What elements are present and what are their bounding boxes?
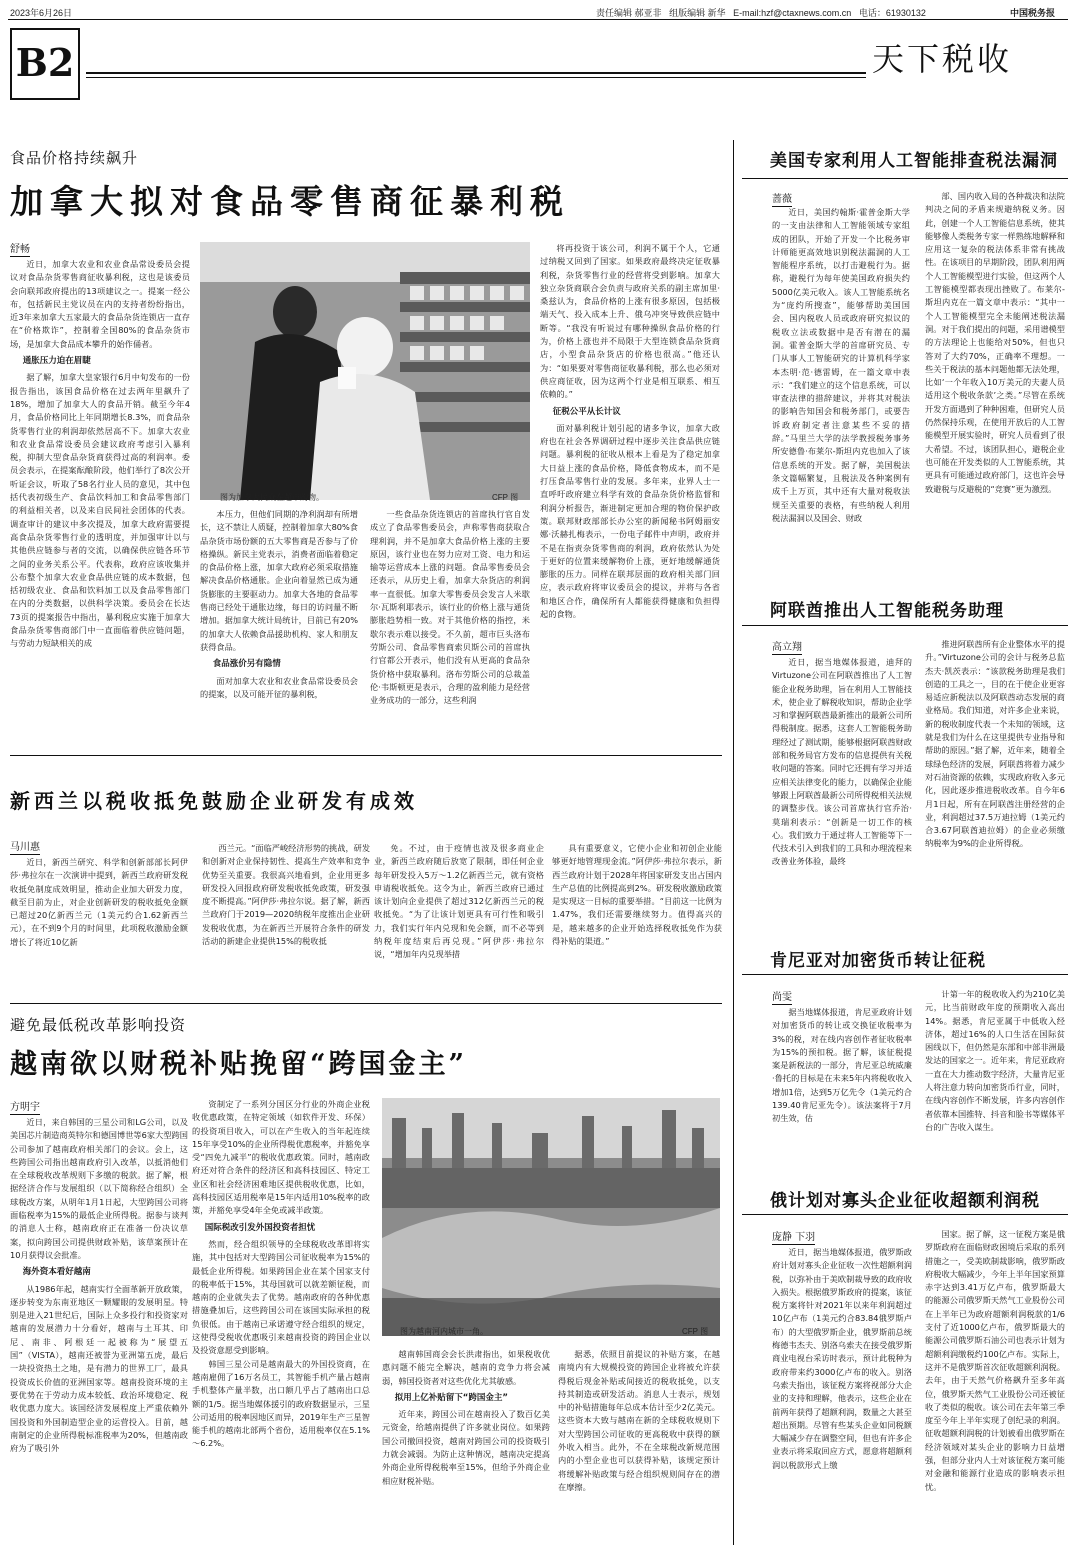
article1-title: 加拿大拟对食品零售商征暴利税 xyxy=(10,182,570,221)
divider-2 xyxy=(10,1003,722,1004)
side2-col1: 近日，据当地媒体报道，迪拜的Virtuzone公司在阿联酋推出了人工智能企业税务助理，旨在利用人工智能技术，使企业了解税收知识，帮助企业学习和掌握阿联酋最新推出的最新公司所得税制度。据悉，这套人工智能税务助理经过了测试期，能够根据阿联酋财政部和税务局官方发布的信息提供有关税收问题的答案。同时它还拥有学习并适应相关法律变化的能力，以确保企业能够跟上阿联酋最新公司所得税相关法规的调整步伐。该公司首席执行官乔治·莫瑞利表示：“创新是一切工作的核心。我们致力于通过将人工智能等下一代技术引入到我们的工具和办理流程来改善业务体验，最终 xyxy=(772,657,912,867)
article2-col3: 免。不过，由于疫情也波及很多商业企业，新西兰政府随后放宽了限制，即任何企业每年研发投入5万～1.2亿新西兰元，就有资格申请税收抵免。这令为止，新西兰政府已通过该计划向企业提供了超过312亿新西兰元的税收抵免。“为了让该计划更具有可行性和吸引力，我们实行年内兑现和免会额，而不必等到纳税年度结束后再兑现。”阿伊莎·弗拉尔说，“增加年内兑现举措 xyxy=(374,843,544,960)
city-image xyxy=(382,1098,720,1336)
side2-title: 阿联酋推出人工智能税务助理 xyxy=(770,601,1004,621)
side3-col1: 据当地媒体报道，肯尼亚政府计划对加密货币的转让或交换征收税率为3%的税，对在线内容创作者征收税率为15%的预扣税。据了解，该征税提案是新税法的一部分，肯尼亚总统威廉·鲁托的目标是在未来5年内将税收收入增加1倍，达到5万亿先令（1美元约合139.40肯尼亚先令）。该法案将于7月初生效，估 xyxy=(772,1007,912,1124)
side1-rule xyxy=(742,178,1068,179)
issue-date: 2023年6月26日 xyxy=(10,8,73,18)
article3-title: 越南欲以财税补贴挽留“跨国金主” xyxy=(10,1049,468,1080)
paper-name: 中国税务报 xyxy=(1010,8,1056,18)
editor-info: 责任编辑 郝亚非 组版编辑 新华 E-mail:hzf@ctaxnews.com.cn 电话：61930132 xyxy=(596,8,926,18)
article2-col1: 近日，新西兰研究、科学和创新部部长阿伊莎·弗拉尔在一次演讲中提到，新西兰政府研发税收抵免制度成效明显，推动企业加大研发力度，截至目前为止，对企业创新研发的税收抵免金额已超过20亿新西兰元（1美元约合1.62新西兰元），在不到9个月的时间里，此项税收激励金额增长了将近10亿新 xyxy=(10,857,188,947)
article3-kicker: 避免最低税改革影响投资 xyxy=(10,1016,187,1034)
article3-col2: 资制定了一系列分国区分行业的外商企业税收优惠政策，在特定领域（如软件开发、环保）的投资项目收入，可以在产生收入的当年起连续15年享受10%的企业所得税优惠税率，并豁免享受“四免九减半”的税收优惠政策。同时，越南政府还对符合条件的经济区和高科技园区、特定工业区和社会经济困难地区提供税收优惠，比如，高科技园区适用税率是15年内适用10%税率的政策，并豁免享受4年全免或减半政策。 国际税改引发外国投资者担忧 然而，经合组织领导的全球税收改革即将实施，其中包括对大型跨国公司征收税率为15%的最低企业所得税。如果跨国企业在某个国家支付的税率低于15%，其母国就可以就差额征税，而越南的企业就失去了优势。越南政府的各种优惠措施叠加后，这些跨国公司在该国实际承担的税负很低。由于越南已承诺遵守经合组织的规定，这使得受税收优惠吸引来越南投资的跨国企业以及投资意愿受到影响。 韩国三星公司是越南最大的外国投资商，在越南雇佣了16万名员工，其智能手机产量占越南手机整体产量半数，出口额几乎占了越南出口总额的1/5。据当地媒体援引的政府数据显示，三星公司适用的税率因地区而异，2019年生产三星智能手机的越南北部两个省份，适用税率仅在5.1%～6.2%。 xyxy=(192,1099,370,1449)
divider-1 xyxy=(10,755,722,756)
masthead-rule-2 xyxy=(86,77,866,78)
article1-col4: 将再投资于该公司，利润不属于个人，它通过纳税又回到了国家。如果政府最终决定征收暴利税，杂货零售行业的经营将受到影响。加拿大独立杂货商联合会负责与政府关系的副主席加里·桑兹认为，食品价格的上涨有很多原因，包括极端天气、投入成本上升、俄乌冲突导致供应链中断等。“我没有听说过有哪种操纵食品价格的行为，价格上涨也并不局限于大型连锁食品杂货商店，小型食品杂货店的价格也很高。”他还认为：“如果要对零售商征收暴利税，那么也必须对供应商征收，因为这两个行业是相互联系、相互依赖的。” 征税公平从长计议 面对暴利税计划引起的诸多争议，加拿大政府也在社会各界调研过程中逐步关注食品供应链问题。暴利税的征收从根本上看是为了稳定加拿大日益上涨的食品价格，降低食物成本，而不是打压食品零售行业的发展。多年来，业界人士一直呼吁政府建立科学有效的食品杂货价格监督和利润分析报告，渐进制定更加合理的物价保护政策。联邦财政部部长办公室的新闻秘书阿姆丽安娜·沃赫扎梅表示，一份电子邮件中声明，政府并不是在指责杂货零售商的利润，政府依然认为处于更好的位置来缓解物价上涨，更好地缓解通货膨胀的压力。同样在联邦层面的政府相关部门回应，表示政府将审议委员会的提议，并将与各省和地区合作，确保所有人都能获得健康和负担得起的食物。 xyxy=(540,243,720,620)
article3-author: 方明宇 xyxy=(10,1098,40,1115)
side2-rule xyxy=(742,625,1068,626)
article2-col2: 西兰元。“面临严峻经济形势的挑战，研发和创新对企业保持韧性、提高生产效率和竞争优势至关重要。我很高兴地看到，企业用更多研发投入回报政府研发税收抵免政策，研发强度不断提高。”阿伊莎·弗拉尔说。据了解，新西兰政府门于2019—2020纳税年度推出企业研发税收优惠，为在新西兰开展符合条件的研发活动的新建企业提供15%的税收抵 xyxy=(202,843,370,947)
top-rule xyxy=(8,19,1068,20)
page-code-box xyxy=(10,28,80,100)
article3-col4: 据悉，依照目前提议的补贴方案，在越南境内有大规模投资的跨国企业将被允许获得税后现金补贴或间接近的税收抵免，以支持其制造或研发活动。消息人士表示，规划中的补贴措施每年总成本估计至少2亿美元。这些资本大致与越南在新的全球税收规则下对大型跨国公司征收的更高税收中获得的额外收入相当。此外，不在全球税改新规范围内的小型企业也可以获得补贴，该规定预计将缓解补贴政策与经合组织规则间存在的潜在摩擦。 xyxy=(558,1349,720,1492)
article1-author: 舒畅 xyxy=(10,240,30,257)
article1-credit: CFP 图 xyxy=(492,493,519,502)
side1-col2: 部、国内收入局的各种裁决和法院判决之间的矛盾来规避纳税义务。因此，创建一个人工智能信息系统，使其能够像人类税务专家一样熟练地解释和应用这一复杂的税法体系非常有挑战性。在该项目的早期阶段，团队利用两个人工智能模型进行实验，但这两个人工智能模型都表现出挫败了。布莱尔-斯坦内克在一篇文章中表示：“其中一个人工智能模型完全未能阐述税法漏洞。对于我们提出的问题，采用谱模型的方法理论上也能给对50%，但也只答对了大约70%，正确率不理想。一些关于税法的基本问题他都无法处理，比如‘一个年收入10万美元的夫妻人员适用这个税收条款’之类。”尽管在系统开发方面遇到了种种困难，但研究人员仍然保持乐观，在使用开放后的人工智能模型开展实验时，研究人员看到了很大希望。不过，该团队担心，避税企业也可能在开发类似的人工智能系统，其更具有可能通过政府部门，这也许会导致避税与反避税的“竞赛”更为激烈。 xyxy=(925,191,1065,494)
side4-rule xyxy=(742,1214,1068,1215)
article2-col4: 具有重要意义，它使小企业和初创企业能够更好地管理现金流。”阿伊莎·弗拉尔表示，新西兰政府计划于2028年将国家研发支出占国内生产总值的比例提高到2%。研发税收激励政策是实现这一目标的重要举措。“目前这一比例为1.47%，我们还需要继续努力。值得高兴的是，越来越多的企业开始选择税收抵免作为获得补贴的渠道。” xyxy=(552,843,722,947)
side4-col1: 近日，据当地媒体报道，俄罗斯政府计划对寡头企业征收一次性超额利润税，以弥补由于美欧制裁导致的政府收入损失。根据俄罗斯政府的提案，该征税方案将针对2021年以来年利润超过10亿卢布（1美元约合83.84俄罗斯卢布）的大型俄罗斯企业，俄罗斯前总统梅德韦杰夫、别洛乌索夫在接受俄罗斯商业电视台采访时表示，预计此税种为政府带来约3000亿卢布的收入。别洛乌索夫指出，该征税方案将视部分大企业的支持和理解，他表示，这些企业在前两年获得了超额利润，数量之大甚至超出预期。尽管有些某头企业如同税额大幅减少存在调整空间，但也有许多企业表示将采取回应方式，愿意将超额利润以税款形式上缴 xyxy=(772,1247,912,1470)
side3-col2: 计第一年的税收收入约为210亿美元，比当前财政年度的预期收入高出14%。据悉，肯尼亚属于中低收入经济体，超过16%的人口生活在国际贫困线以下，但仍然是东部和中部非洲最发达的国家之一。近年来，肯尼亚政府一直在大力推动数字经济，大量肯尼亚人将注意力转向加密货币行业，同时，在线内容创作不断发展，许多内容创作者依靠本国推特、抖音和脸书等媒体平台的广告收入谋生。 xyxy=(925,989,1065,1132)
sidebar-divider xyxy=(733,140,734,1545)
article1-col3: 一些食品杂货连锁店的首席执行官自发成立了食品零售委员会，声称零售商获取合理利润，并不是加拿大食品价格上涨的主要原因，该行业也在努力应对工资、电力和运输等运营成本上涨的问题。食品零售委员会还表示，从历史上看，加拿大杂货店的利润率一直很低。加拿大零售委员会发言人米歇尔·瓦斯利耶表示，该行业的价格上涨与通货膨胀趋势相一致。对于其他价格的指控，米歇尔表示难以接受。不久前，超市巨头洛布劳斯公司、食品零售商索贝斯公司的首席执行官都公开表示，他们没有从更高的食品杂货价格中获取暴利。洛布劳斯公司的总裁盖伦·韦斯顿更是表示，合理的盈利能力是经营业务成功的一部分，这些利润 xyxy=(370,509,530,706)
side3-title: 肯尼亚对加密货币转让征税 xyxy=(770,951,986,971)
article3-credit: CFP 图 xyxy=(682,1327,709,1336)
shoppers-image xyxy=(200,242,530,500)
article3-caption: 图为越南河内城市一角。 xyxy=(400,1327,488,1336)
side3-rule xyxy=(742,974,1068,975)
side3-author: 尚雯 xyxy=(772,988,792,1005)
side1-title: 美国专家利用人工智能排查税法漏洞 xyxy=(770,151,1058,171)
side2-author: 高立翔 xyxy=(772,638,802,655)
article1-photo xyxy=(200,242,530,500)
article1-col1: 近日，加拿大农业和农业食品常设委员会提议对食品杂货零售商征收暴利税，这也是该委员会向联邦政府提出的13项建议之一。提案一经公布，包括新民主党议员在内的支持者纷纷指出，近3年来加拿大五家最大的食品杂货连锁店一直存在“价格欺诈”，控制着全国80%的食品杂货市场，是加拿大食品成本攀升的始作俑者。 通胀压力迫在眉睫 据了解，加拿大皇家银行6月中旬发布的一份报告指出，该国食品价格在过去两年里飙升了18%，增加了加拿大人的食品开销。截至今年4月，食品价格同比上年同期增长8.3%，而食品杂货零售行业的利润却依然居高不下。加拿大农业和农业食品常设委员会建议政府考虑引入暴利税，抑制大型食品杂货商获得过高的利润率。委员会表示，在提案酝酿阶段，他们举行了8次公开听证会议，听取了58名行业人员的意见，其中包括代表初级生产、食品饮料加工和食品零售部门的利益相关者，以及来自民间社会团体的代表。调查审计的建议中多次提及，加拿大政府需要提高食品杂货零售行业的透明度，并加强审计以与其他供应链参与者的交流，以确保供应链各环节之间的业务关系公平。代表称，政府应该收集并公布整个加拿大农业食品供应链的成本数据，包括初级农业、食品和饮料加工以及食品零售部门在内的分类数据，以供科学决策。委员会在长达73页的提案报告中指出，暴利税应实施于加拿大食品杂货零售商部门中一直面临着供应链问题，与劳动力短缺相关的成 xyxy=(10,259,190,649)
side1-author: 蔷薇 xyxy=(772,190,792,207)
article1-kicker: 食品价格持续飙升 xyxy=(10,149,139,167)
side4-col2: 国家。据了解，这一征税方案是俄罗斯政府在面临财政困境后采取的系列措施之一，受美欧制裁影响，俄罗斯政府税收大幅减少，今年上半年国家预算赤字达到3.41万亿卢布，俄罗斯最大的能源公司俄罗斯天然气工业股份公司在上半年已为政府超额利润税款的1/6支付了近1000亿卢布，俄罗斯最大的能源公司俄罗斯石油公司也表示计划为超额利润缴税约100亿卢布。实际上，这并不是俄罗斯首次征收超额利润税。去年，由于天然气价格飙升至多年高位，俄罗斯天然气工业股份公司还被征收了类似的税收。该公司在去年第三季度至今年上半年实现了创纪录的利润。征收超额利润税的计划被看出俄罗斯在经济领域对某头企业的影响力日益增强，但部分业内人士对该征税方案可能对金融和能源行业造成的影响表示担忧。 xyxy=(925,1229,1065,1492)
side4-author: 庞静 下羽 xyxy=(772,1228,815,1245)
article3-photo xyxy=(382,1098,720,1336)
masthead-rule xyxy=(86,72,866,74)
article1-col2: 本压力，但他们同期的净利润却有所增长，这不禁让人质疑，控制着加拿大80%食品杂货市场份额的五大零售商是否参与了价格操纵。新民主党表示，消费者面临着稳定的食品价格上涨，加拿大政府必须采取措施解决食品价格通胀。企业向着显然已成为通货膨胀的主要驱动力。加拿大各地的食品零售商已经处于通胀边缘，每日的访问量不断增加。据加拿大统计局统计，目前已有20%的加拿大人依赖食品援助机构、家人和朋友获得食品。 食品涨价另有隐情 面对加拿大农业和农业食品常设委员会的提案，以及可能开征的暴利税， xyxy=(200,509,358,699)
section-title: 天下税收 xyxy=(872,40,1013,78)
side2-col2: 推进阿联酋所有企业整体水平的提升。”Virtuzone公司的会计与税务总监杰夫·凯茨表示：“该款税务助理是我们创造的工具之一，目的在于使企业更容易适应新税法以及阿联酋动态发展的商业格局。我们知道，对许多企业来说，新的税收制度代表一个未知的领域，这就是我们为什么在这里提供专业指导和帮助的原因。”据了解，近年来，随着全球绿色经济的发展，阿联酋将着力减少对石油资源的依赖，实现政府收入多元化，因此逐步推进税收改革。自今年6月1日起，所有在阿联酋注册经营的企业，利润超过37.5万迪拉姆（1美元约合3.67阿联酋迪拉姆）的企业必须缴纳税率为9%的企业所得税。 xyxy=(925,639,1065,849)
article2-title: 新西兰以税收抵免鼓励企业研发有成效 xyxy=(10,789,418,813)
article1-caption: 图为加拿大民众在超市购物。 xyxy=(220,493,324,502)
page-code: B2 xyxy=(15,40,75,85)
side1-col1: 近日，美国约翰斯·霍普金斯大学的一支由法律和人工智能领域专家组成的团队，开始了开发一个比税务审计师能更高效地识别税法漏洞的人工智能程序系统，以打击避税行为。据称，避税行为每年使美国政府损失约5000亿美元收入。该人工智能系统名为“庞约所搜查”，能够帮助美国国会、国内税收人员或政府研究拟议的税收立法或数据中是否有潜在的漏洞。霍普金斯大学的首席研究员、专门从事人工智能研究的计算机科学家本杰明·范·德雷姆，在一篇文章中表示：“我们建立的这个信息系统，可以审查法律的措辞建议，并将其对税法的影响告知国会和税务部门，或要告诉政府制定者注意某些不妥的措辞。”马里兰大学的法学教授税务事务所安德鲁·布莱尔-斯坦内克也加入了该信息系统的开发。据了解，美国税法条文篇幅繁复，且税法及各种案例有成千上万页，其中还有大量对税收法规至关重要的表格，有些纳税人利用税法漏洞以及国会、财政 xyxy=(772,207,910,523)
article3-col3: 越南韩国商会会长洪肃指出，如果税收优惠问题不能完全解决，越南的竞争力将会减弱，韩国投资者对这些优化尤其敏感。 拟用上亿补贴留下“跨国金主” 近年来，跨国公司在越南投入了数百亿美元资金，给越南提供了许多就业岗位。如果跨国公司撤回投资，越南对跨国公司的投资吸引力就会减弱。为防止这种情况，越南决定提高外商企业所得税税率至15%，但给予外商企业相应财税补贴。 xyxy=(382,1349,550,1486)
article2-author: 马川惠 xyxy=(10,838,40,855)
side4-title: 俄计划对寡头企业征收超额利润税 xyxy=(770,1191,1040,1211)
article3-col1: 近日，来自韩国的三星公司和LG公司，以及美国芯片制造商英特尔和德国博世等6家大型跨国公司参加了越南政府相关部门的会议。会上，这些跨国公司指出越南政府引入改革，以抵消他们在全球税收改革规则下多缴的税款。据了解，根据经济合作与发展组织（以下简称经合组织）全球税改方案，从明年1月1日起，大型跨国公司将面临税率为15%的最低企业所得税。据参与谈判的消息人士称，越南政府正在准备一份决议草案，拟向跨国公司提供财政补贴，该草案预计在10月获得议会批准。 海外资本看好越南 从1986年起，越南实行全面革新开放政策，逐步转变为东南亚地区一颗耀眼的发展明星。特别是进入21世纪后，国际上众多投行和投资家对越南的发展潜力十分看好，越南与土耳其、印尼、南非、阿根廷一起被称为“展望五国”（VISTA），越南还被誉为亚洲第五虎，最后一块投资热土之地，是有潜力的世界工厂，最具投资成长价值的亚洲国家等。越南投资环境的主要优势在于劳动力成本较低、政治环境稳定、税收优惠力度大。该国经济发展程度上严重依赖外国投资和外国制造型企业的运营投入。目前，越南制定的企业所得税标准税率为20%，但越南政府为了吸引外 xyxy=(10,1117,188,1454)
